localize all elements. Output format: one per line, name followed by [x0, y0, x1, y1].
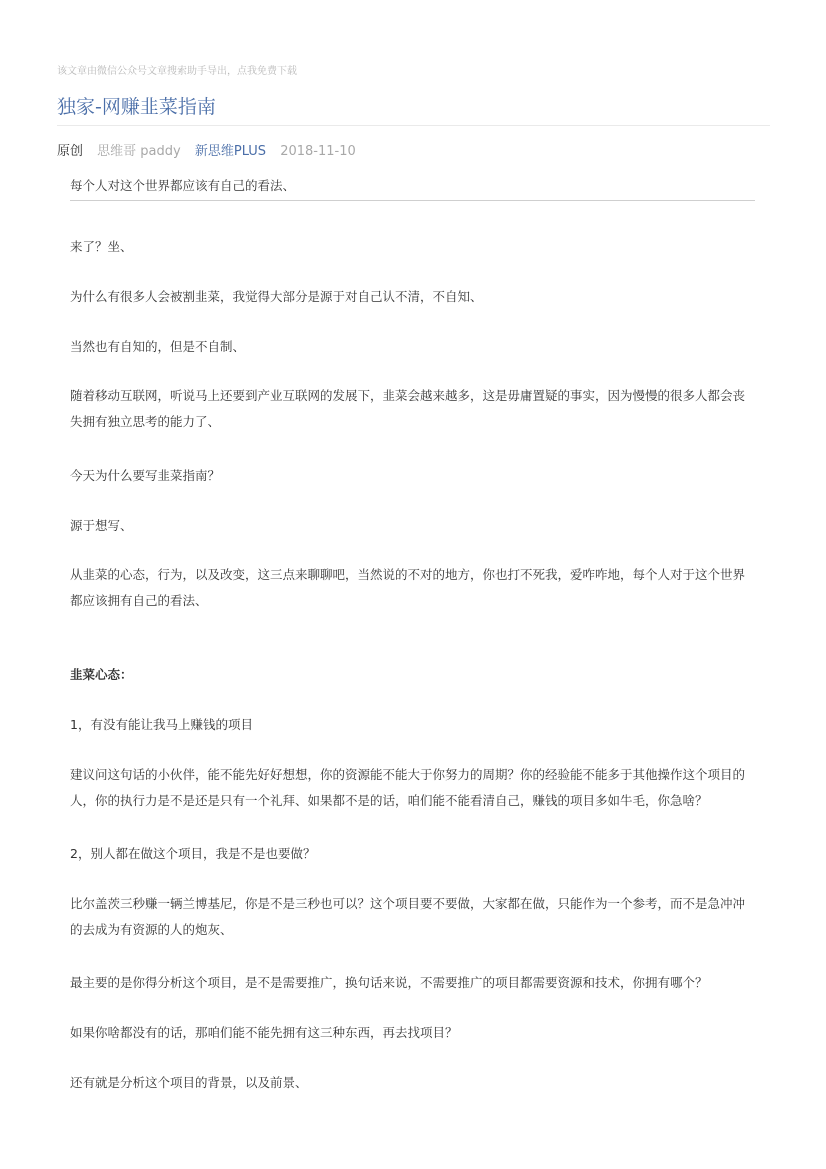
- paragraph: 来了？坐、: [70, 239, 133, 254]
- paragraph: 今天为什么要写韭菜指南？: [70, 468, 221, 483]
- paragraph: 比尔盖茨三秒赚一辆兰博基尼，你是不是三秒也可以？这个项目要不要做，大家都在做，只能作为一个参考，而不是急冲冲的去成为有资源的人的炮灰、: [70, 896, 746, 937]
- paragraph: 2，别人都在做这个项目，我是不是也要做？: [70, 846, 316, 861]
- paragraph: 源于想写、: [70, 518, 133, 533]
- article-meta: [57, 140, 366, 159]
- paragraph: 随着移动互联网，听说马上还要到产业互联网的发展下，韭菜会越来越多，这是毋庸置疑的事实，因为慢慢的很多人都会丧失拥有独立思考的能力了、: [70, 388, 746, 429]
- author-name: 思维哥 paddy: [97, 144, 181, 159]
- paragraph: 如果你啥都没有的话，那咱们能不能先拥有这三种东西，再去找项目？: [70, 1025, 458, 1040]
- section-heading: 韭菜心态：: [70, 667, 133, 682]
- paragraph: 还有就是分析这个项目的背景，以及前景、: [70, 1075, 308, 1090]
- original-badge: 原创: [57, 144, 84, 159]
- publish-date: 2018-11-10: [280, 144, 356, 159]
- account-link[interactable]: 新思维PLUS: [194, 144, 267, 159]
- paragraph: 从韭菜的心态，行为，以及改变，这三点来聊聊吧，当然说的不对的地方，你也打不死我，爱咋咋地，每个人对于这个世界都应该拥有自己的看法、: [70, 567, 746, 608]
- paragraph: 当然也有自知的，但是不自制、: [70, 339, 246, 354]
- paragraph: 为什么有很多人会被割韭菜，我觉得大部分是源于对自己认不清，不自知、: [70, 289, 483, 304]
- intro-quote: 每个人对这个世界都应该有自己的看法、: [70, 178, 296, 193]
- export-note[interactable]: 该文章由微信公众号文章搜索助手导出，点我免费下载: [57, 66, 297, 77]
- quote-divider: [70, 200, 755, 201]
- paragraph: 最主要的是你得分析这个项目，是不是需要推广，换句话来说，不需要推广的项目都需要资源和技术，你拥有哪个？: [70, 975, 708, 990]
- article-title: 独家-网赚韭菜指南: [57, 96, 216, 118]
- paragraph: 建议问这句话的小伙伴，能不能先好好想想，你的资源能不能大于你努力的周期？你的经验能不能多于其他操作这个项目的人，你的执行力是不是还是只有一个礼拜、如果都不是的话，咱们能不能看清自己，赚钱的项目多如牛毛，你急啥？: [70, 767, 746, 808]
- title-divider: [57, 125, 770, 126]
- paragraph: 1，有没有能让我马上赚钱的项目: [70, 717, 253, 732]
